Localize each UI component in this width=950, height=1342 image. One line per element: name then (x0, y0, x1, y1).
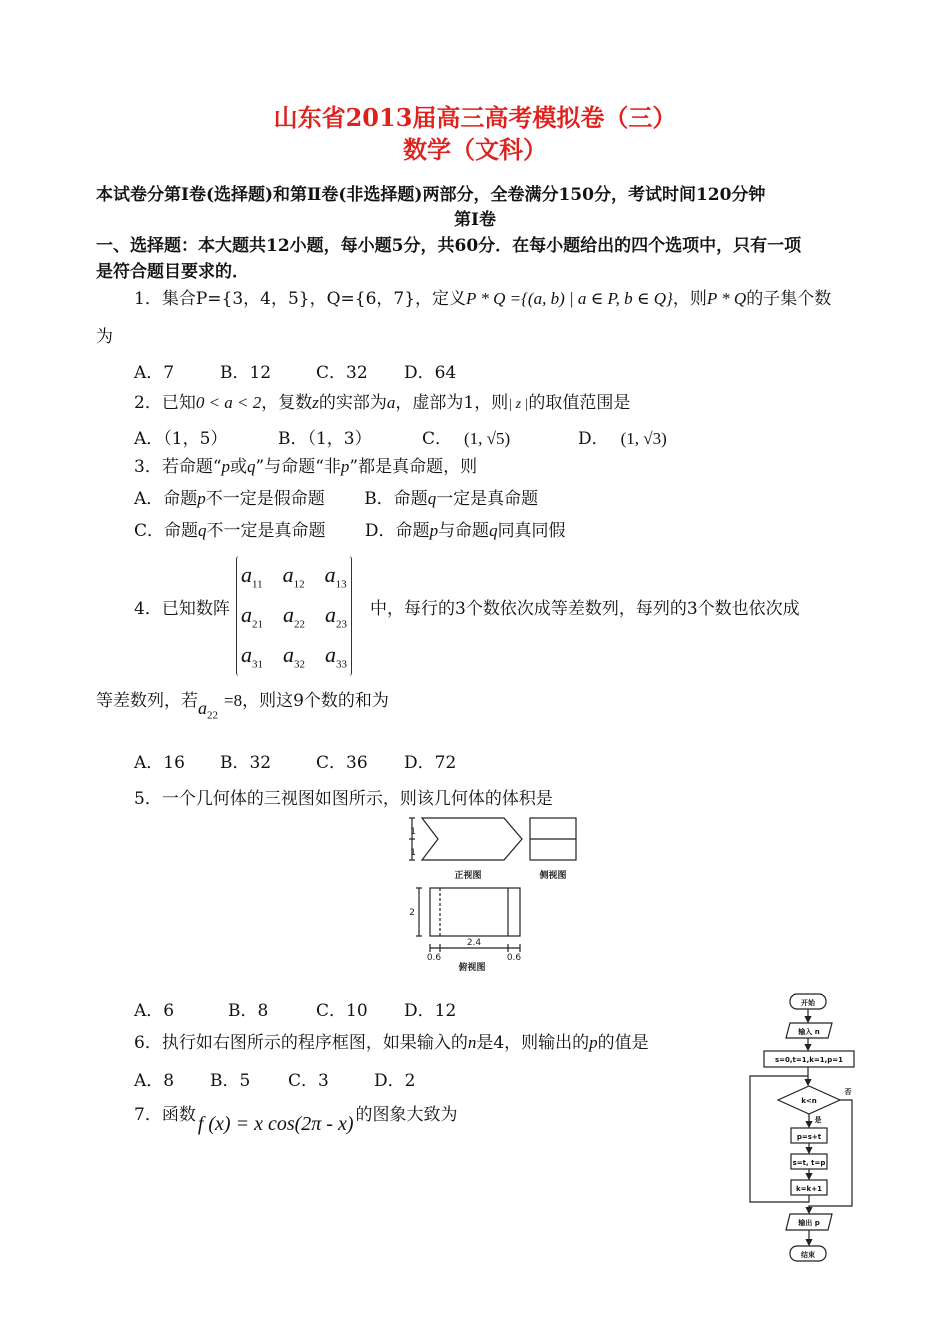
dim-label: 1 (410, 827, 416, 837)
option-c: C．命题q不一定是真命题 (134, 521, 326, 541)
doc-subtitle: 数学（文科） (403, 135, 547, 164)
option-b: B．命题q一定是真命题 (364, 489, 539, 509)
option-c: C．32 (316, 363, 368, 383)
dim-label: 2.4 (466, 938, 482, 948)
section-heading: 一、选择题：本大题共12小题，每小题5分，共60分．在每小题给出的四个选项中，只有一项 (96, 236, 802, 256)
exam-intro: 本试卷分第Ⅰ卷(选择题)和第Ⅱ卷(非选择题)两部分，全卷满分150分，考试时间120分钟 (96, 185, 766, 205)
option-d: D．72 (404, 753, 457, 773)
question-5: 5．一个几何体的三视图如图所示，则该几何体的体积是 (134, 789, 553, 809)
dim-label: 1 (410, 848, 416, 858)
top-view-shape (430, 888, 520, 936)
flow-start: 开始 (801, 999, 815, 1007)
option-c: C． (1, √5) (422, 429, 511, 449)
option-d: D． (1, √3) (578, 429, 667, 449)
flow-step: p=s+t (796, 1133, 822, 1141)
view-label: 侧视图 (539, 871, 567, 881)
part-label: 第Ⅰ卷 (454, 210, 496, 230)
formula: P * Q ={(a, b) | a ∈ P, b ∈ Q} (466, 289, 673, 308)
q3-options-row2 (134, 516, 566, 541)
view-label: 俯视图 (458, 963, 486, 972)
option-a: A．（1，5） (134, 429, 228, 449)
option-a: A．7 (134, 363, 175, 383)
dim-label: 0.6 (426, 953, 442, 963)
option-d: D．64 (404, 363, 457, 383)
option-d: D．2 (374, 1071, 416, 1091)
question-2: 2．已知0 < a < 2，复数z的实部为a，虚部为1，则| z |的取值范围是 (134, 393, 631, 413)
doc-title: 山东省2013届高三高考模拟卷（三） (273, 103, 677, 132)
option-b: B．（1，3） (278, 429, 372, 449)
question-6: 6．执行如右图所示的程序框图，如果输入的n是4，则输出的p的值是 (134, 1033, 649, 1053)
view-label: 正视图 (454, 871, 482, 881)
flow-input: 输入 n (798, 1028, 820, 1036)
question-1: 1．集合P={3，4，5}，Q={6，7}，定义P * Q ={(a, b) | a ∈ P, b ∈ Q}，则P * Q的子集个数 (134, 289, 832, 309)
flow-output: 输出 p (798, 1219, 820, 1227)
flow-yes: 是 (814, 1116, 822, 1124)
front-view-shape (422, 818, 522, 860)
option-c: C．3 (288, 1071, 329, 1091)
number-matrix: $a_{11}$ $a_{12}$ $a_{13}$ $a_{21}$ $a_{22}$ $a_{23}$ $a_{31}$ $a_{32}$ $a_{33}$ (236, 556, 352, 676)
three-view-figure (406, 810, 586, 972)
option-a: A．8 (134, 1071, 175, 1091)
flow-init: s=0,t=1,k=1,p=1 (774, 1056, 844, 1064)
flow-step: s=t, t=p (792, 1159, 826, 1167)
flow-no: 否 (844, 1088, 852, 1096)
option-b: B．8 (228, 1001, 269, 1021)
question-4-lead: 4．已知数阵 (134, 599, 230, 619)
section-heading-cont: 是符合题目要求的． (96, 262, 249, 282)
dim-label: 0.6 (506, 953, 522, 963)
flow-step: k=k+1 (796, 1185, 822, 1193)
question-3: 3．若命题“p或q”与命题“非p”都是真命题，则 (134, 457, 478, 477)
option-d: D．命题p与命题q同真同假 (364, 521, 566, 541)
dim-label: 2 (409, 908, 415, 918)
question-1-cont: 为 (96, 327, 113, 347)
option-c: C．10 (316, 1001, 368, 1021)
option-b: B．12 (220, 363, 272, 383)
formula: f (x) = x cos(2π - x) (197, 1113, 354, 1135)
question-7: 7．函数 f (x) = x cos(2π - x) 的图象大致为 (134, 1105, 458, 1135)
question-4-cont: 等差数列，若$a_{22}=8$，则这9个数的和为 (96, 691, 389, 722)
flow-end: 结束 (801, 1251, 815, 1259)
q3-options-row1 (134, 484, 538, 509)
option-c: C．36 (316, 753, 368, 773)
option-a: A．命题p不一定是假命题 (134, 489, 325, 509)
program-flowchart (740, 990, 880, 1270)
option-b: B．32 (220, 753, 272, 773)
option-b: B．5 (210, 1071, 251, 1091)
question-4: 中，每行的3个数依次成等差数列，每列的3个数也依次成 (370, 599, 800, 619)
flow-condition: k<n (801, 1097, 817, 1105)
option-d: D．12 (404, 1001, 457, 1021)
option-a: A．6 (134, 1001, 175, 1021)
option-a: A．16 (134, 753, 185, 773)
